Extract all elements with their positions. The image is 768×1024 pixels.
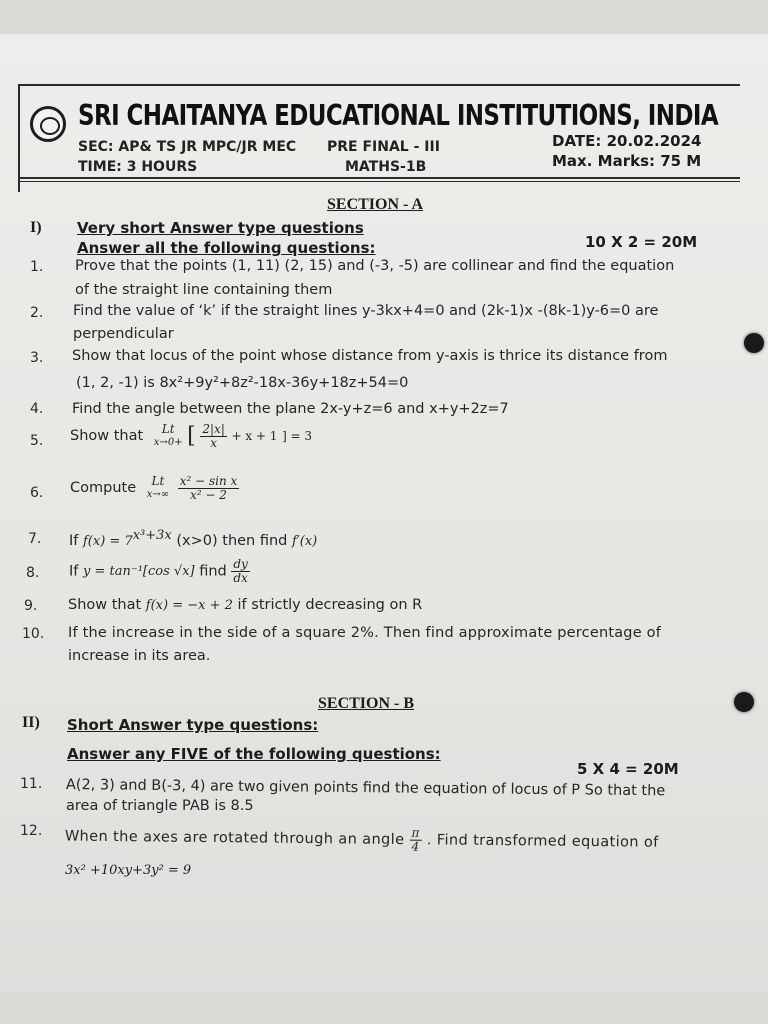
institution-logo [30, 106, 66, 142]
question-12-text-b: . Find transformed equation of [426, 832, 659, 851]
section-b-marks: 5 X 4 = 20M [577, 760, 679, 778]
question-5-pre: Show that [70, 428, 144, 444]
question-3-line-2: (1, 2, -1) is 8x²+9y²+8z²-18x-36y+18z+54=0 [76, 375, 409, 391]
question-6-pre: Compute [70, 480, 137, 496]
fraction-denominator: x² − 2 [190, 487, 227, 502]
limit-operator [147, 474, 169, 502]
section-a-title: SECTION - A [327, 196, 424, 213]
exam-date: DATE: 20.02.2024 [552, 132, 702, 150]
question-8-post: find [199, 563, 227, 580]
question-number: 8. [26, 565, 40, 581]
section-b-roman: II) [22, 714, 40, 731]
header-divider-line-2 [18, 181, 740, 182]
fraction [200, 423, 227, 450]
derivative: f′(x) [292, 533, 318, 549]
question-7-post: (x>0) then find [176, 532, 288, 549]
question-number: 3. [30, 350, 44, 366]
function-expression: f(x) = 7 [83, 533, 133, 549]
fraction-numerator: dy [233, 557, 248, 571]
question-number: 12. [20, 823, 43, 839]
fraction-denominator: 4 [411, 839, 420, 854]
question-8-pre: If [69, 563, 79, 580]
punch-hole [734, 692, 754, 712]
question-6 [70, 474, 239, 502]
question-number: 4. [30, 401, 44, 417]
question-number: 1. [30, 259, 44, 275]
question-1-line-1: Prove that the points (1, 11) (2, 15) and (-3, -5) are collinear and find the equation [75, 258, 675, 274]
question-1-line-2: of the straight line containing them [75, 282, 333, 298]
function-expression: f(x) = −x + 2 [145, 598, 233, 613]
left-border-line [18, 84, 20, 192]
limit-subscript: x→∞ [146, 489, 170, 500]
section-a-roman: I) [30, 219, 42, 236]
limit-operator [154, 422, 183, 450]
question-number: 9. [24, 598, 38, 614]
section-b-title: SECTION - B [318, 695, 415, 712]
limit-symbol: Lt [161, 422, 175, 436]
question-number: 6. [30, 485, 44, 501]
question-9-post: if strictly decreasing on R [237, 597, 423, 613]
institution-name: SRI CHAITANYA EDUCATIONAL INSTITUTIONS, INDIA [78, 100, 719, 133]
question-4-text: Find the angle between the plane 2x-y+z=6 and x+y+2z=7 [72, 401, 509, 417]
section-a-marks: 10 X 2 = 20M [585, 233, 698, 251]
fraction-numerator: x² − sin x [179, 473, 238, 488]
section-info: SEC: AP& TS JR MPC/JR MEC [78, 139, 297, 155]
question-10-line-1: If the increase in the side of a square 2%. Then find approximate percentage of [68, 625, 662, 641]
section-a-heading: Very short Answer type questions [77, 219, 364, 237]
question-number: 7. [28, 531, 42, 547]
max-marks: Max. Marks: 75 M [552, 152, 702, 170]
question-number: 5. [30, 433, 44, 449]
expression-tail: + x + 1 [231, 429, 278, 443]
question-2-line-2: perpendicular [73, 326, 174, 342]
fraction-numerator: 2|x| [202, 421, 225, 436]
header-divider-line [18, 177, 740, 179]
question-10-line-2: increase in its area. [68, 648, 211, 664]
fraction-numerator: π [409, 827, 421, 841]
derivative-fraction [231, 558, 249, 585]
subject: MATHS-1B [345, 159, 427, 175]
question-8 [69, 558, 250, 585]
angle-fraction [409, 827, 422, 854]
question-11-line-1: A(2, 3) and B(-3, 4) are two given points find the equation of locus of P So that the [65, 777, 666, 800]
punch-hole [744, 333, 764, 353]
exam-time: TIME: 3 HOURS [78, 159, 198, 175]
function-expression: y = tan⁻¹[cos √x] [83, 564, 195, 579]
question-9 [68, 597, 422, 613]
question-5 [70, 422, 312, 450]
section-a-instruction: Answer all the following questions: [77, 239, 376, 257]
question-number: 2. [30, 305, 44, 321]
question-12-equation: 3x² +10xy+3y² = 9 [65, 863, 192, 878]
question-number: 11. [20, 776, 43, 792]
question-9-pre: Show that [68, 597, 142, 613]
question-11-line-2: area of triangle PAB is 8.5 [66, 798, 254, 814]
question-2-line-1: Find the value of ‘k’ if the straight lines y-3kx+4=0 and (2k-1)x -(8k-1)y-6=0 are [73, 303, 659, 319]
limit-subscript: x→0+ [153, 437, 183, 448]
exponent: x³+3x [132, 528, 172, 543]
limit-symbol: Lt [151, 474, 165, 488]
exam-name: PRE FINAL - III [327, 139, 440, 155]
fraction-denominator: x [210, 435, 218, 450]
fraction [178, 475, 240, 502]
top-border-line [18, 84, 740, 86]
section-b-heading: Short Answer type questions: [67, 716, 319, 734]
fraction-denominator: dx [233, 571, 248, 585]
question-number: 10. [22, 626, 45, 642]
question-7 [69, 528, 317, 549]
question-12-text: When the axes are rotated through an angle [64, 828, 405, 849]
question-7-pre: If [69, 532, 79, 549]
section-b-instruction: Answer any FIVE of the following questions: [67, 745, 441, 763]
close-bracket: ] = 3 [282, 429, 313, 443]
open-bracket: [ [187, 423, 196, 449]
question-3-line-1: Show that locus of the point whose distance from y-axis is thrice its distance from [72, 348, 668, 364]
